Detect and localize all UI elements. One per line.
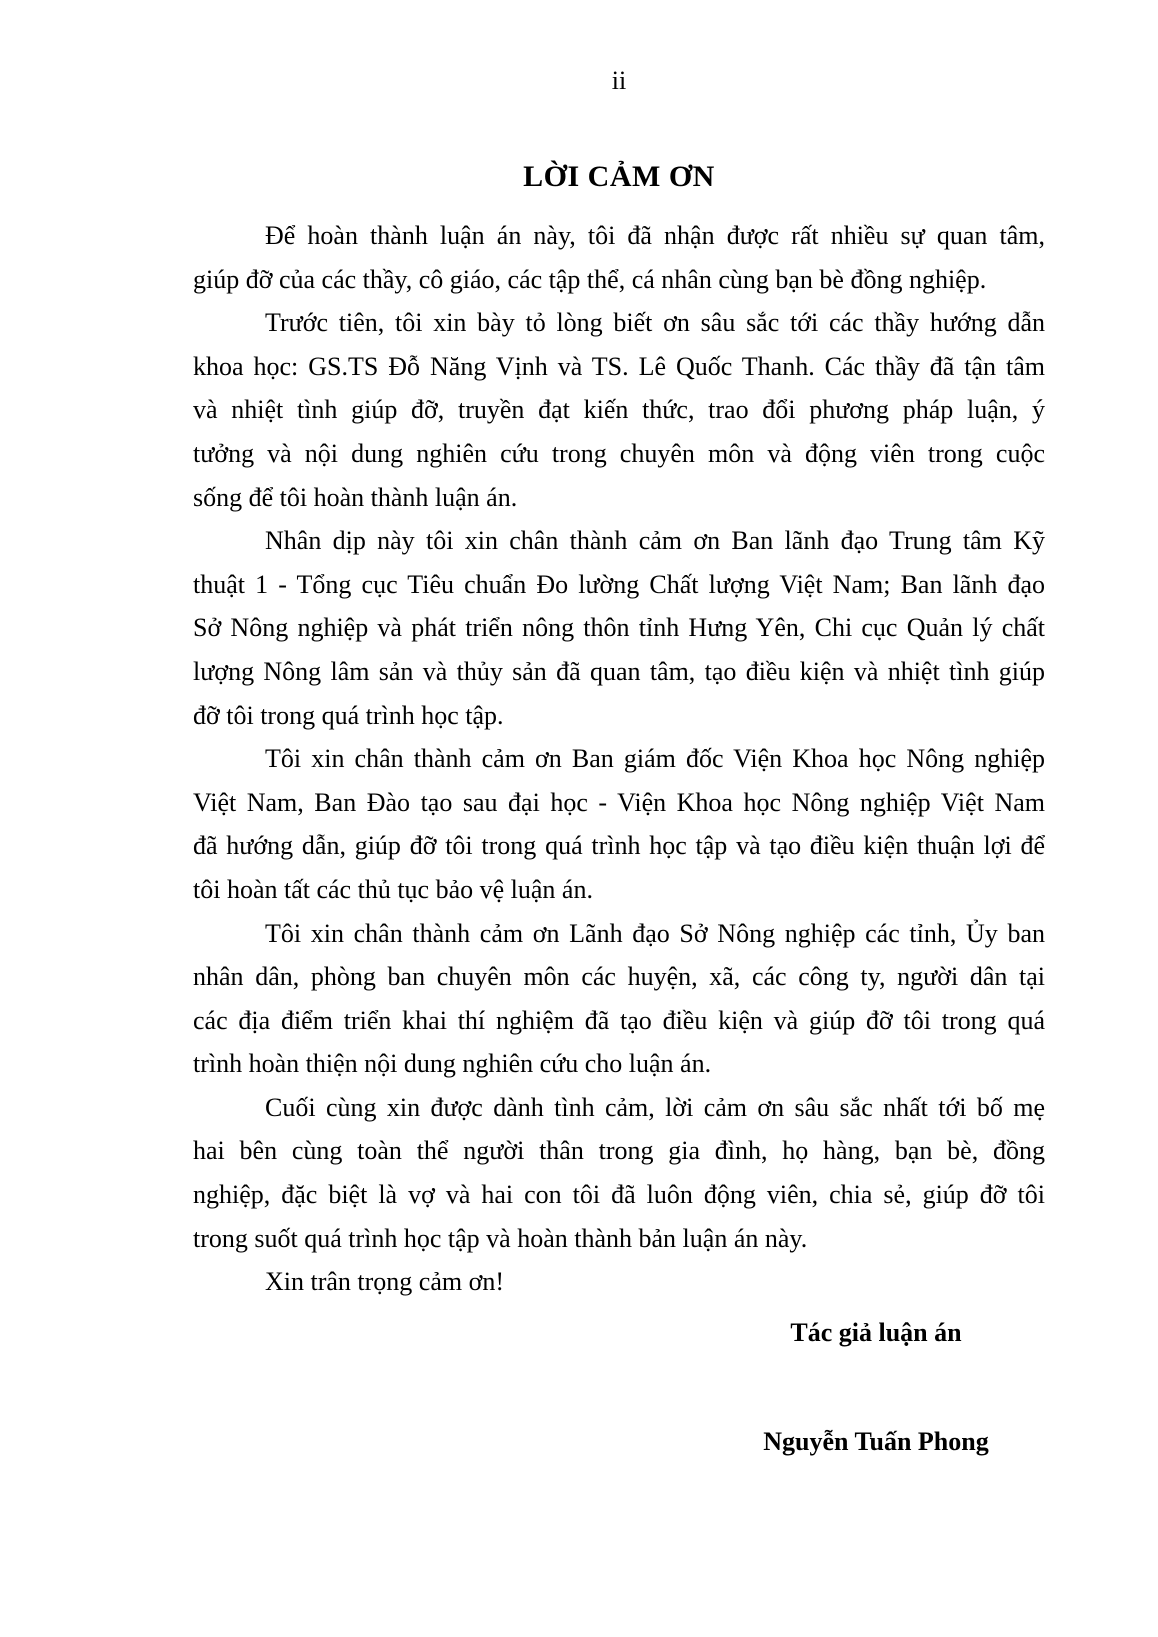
text-line: hai bên cùng toàn thể người thân trong gia đình, họ hàng, bạn bè, đồng: [193, 1136, 1045, 1166]
text-line: Sở Nông nghiệp và phát triển nông thôn tỉnh Hưng Yên, Chi cục Quản lý chất: [193, 613, 1045, 643]
text-line: các địa điểm triển khai thí nghiệm đã tạo điều kiện và giúp đỡ tôi trong quá: [193, 1005, 1045, 1035]
paragraph: [193, 1260, 1045, 1304]
text-line: khoa học: GS.TS Đỗ Năng Vịnh và TS. Lê Quốc Thanh. Các thầy đã tận tâm: [193, 351, 1045, 381]
text-line: Việt Nam, Ban Đào tạo sau đại học - Viện Khoa học Nông nghiệp Việt Nam: [193, 787, 1045, 817]
text-line: Để hoàn thành luận án này, tôi đã nhận được rất nhiều sự quan tâm,: [265, 221, 1045, 250]
paragraph: [193, 301, 1045, 519]
text-line: tôi hoàn tất các thủ tục bảo vệ luận án.: [193, 874, 593, 904]
text-line: tưởng và nội dung nghiên cứu trong chuyên môn và động viên trong cuộc: [193, 438, 1045, 468]
text-line: thuật 1 - Tổng cục Tiêu chuẩn Đo lường Chất lượng Việt Nam; Ban lãnh đạo: [193, 569, 1045, 599]
text-line: nhân dân, phòng ban chuyên môn các huyện, xã, các công ty, người dân tại: [193, 962, 1045, 992]
body-text: [193, 214, 1045, 1304]
page-number: ii: [611, 66, 627, 95]
text-line: sống để tôi hoàn thành luận án.: [193, 482, 518, 512]
signature-block: [726, 1311, 1026, 1464]
text-line: Trước tiên, tôi xin bày tỏ lòng biết ơn sâu sắc tới các thầy hướng dẫn: [265, 308, 1045, 338]
paragraph: [193, 912, 1045, 1086]
paragraph: [193, 214, 1045, 301]
signature-role: Tác giả luận án: [790, 1318, 962, 1347]
text-line: Nhân dịp này tôi xin chân thành cảm ơn Ban lãnh đạo Trung tâm Kỹ: [265, 526, 1045, 556]
text-line: nghiệp, đặc biệt là vợ và hai con tôi đã luôn động viên, chia sẻ, giúp đỡ tôi: [193, 1180, 1045, 1210]
text-line: Tôi xin chân thành cảm ơn Lãnh đạo Sở Nông nghiệp các tỉnh, Ủy ban: [265, 918, 1045, 948]
text-line: lượng Nông lâm sản và thủy sản đã quan tâm, tạo điều kiện và nhiệt tình giúp: [193, 656, 1045, 686]
text-line: trong suốt quá trình học tập và hoàn thành bản luận án này.: [193, 1223, 808, 1253]
text-line: giúp đỡ của các thầy, cô giáo, các tập thể, cá nhân cùng bạn bè đồng nghiệp.: [193, 264, 987, 294]
paragraph: [193, 737, 1045, 911]
text-line: và nhiệt tình giúp đỡ, truyền đạt kiến thức, trao đổi phương pháp luận, ý: [193, 395, 1045, 425]
text-line: trình hoàn thiện nội dung nghiên cứu cho luận án.: [193, 1049, 712, 1079]
page-title: LỜI CẢM ƠN: [523, 160, 715, 193]
text-line: đã hướng dẫn, giúp đỡ tôi trong quá trình học tập và tạo điều kiện thuận lợi để: [193, 831, 1045, 861]
signature-name: Nguyễn Tuấn Phong: [763, 1427, 989, 1456]
text-line: Cuối cùng xin được dành tình cảm, lời cảm ơn sâu sắc nhất tới bố mẹ: [265, 1092, 1045, 1122]
text-line: Xin trân trọng cảm ơn!: [265, 1267, 505, 1297]
text-line: đỡ tôi trong quá trình học tập.: [193, 700, 504, 730]
text-line: Tôi xin chân thành cảm ơn Ban giám đốc Viện Khoa học Nông nghiệp: [265, 744, 1045, 774]
paragraph: [193, 1086, 1045, 1260]
paragraph: [193, 519, 1045, 737]
